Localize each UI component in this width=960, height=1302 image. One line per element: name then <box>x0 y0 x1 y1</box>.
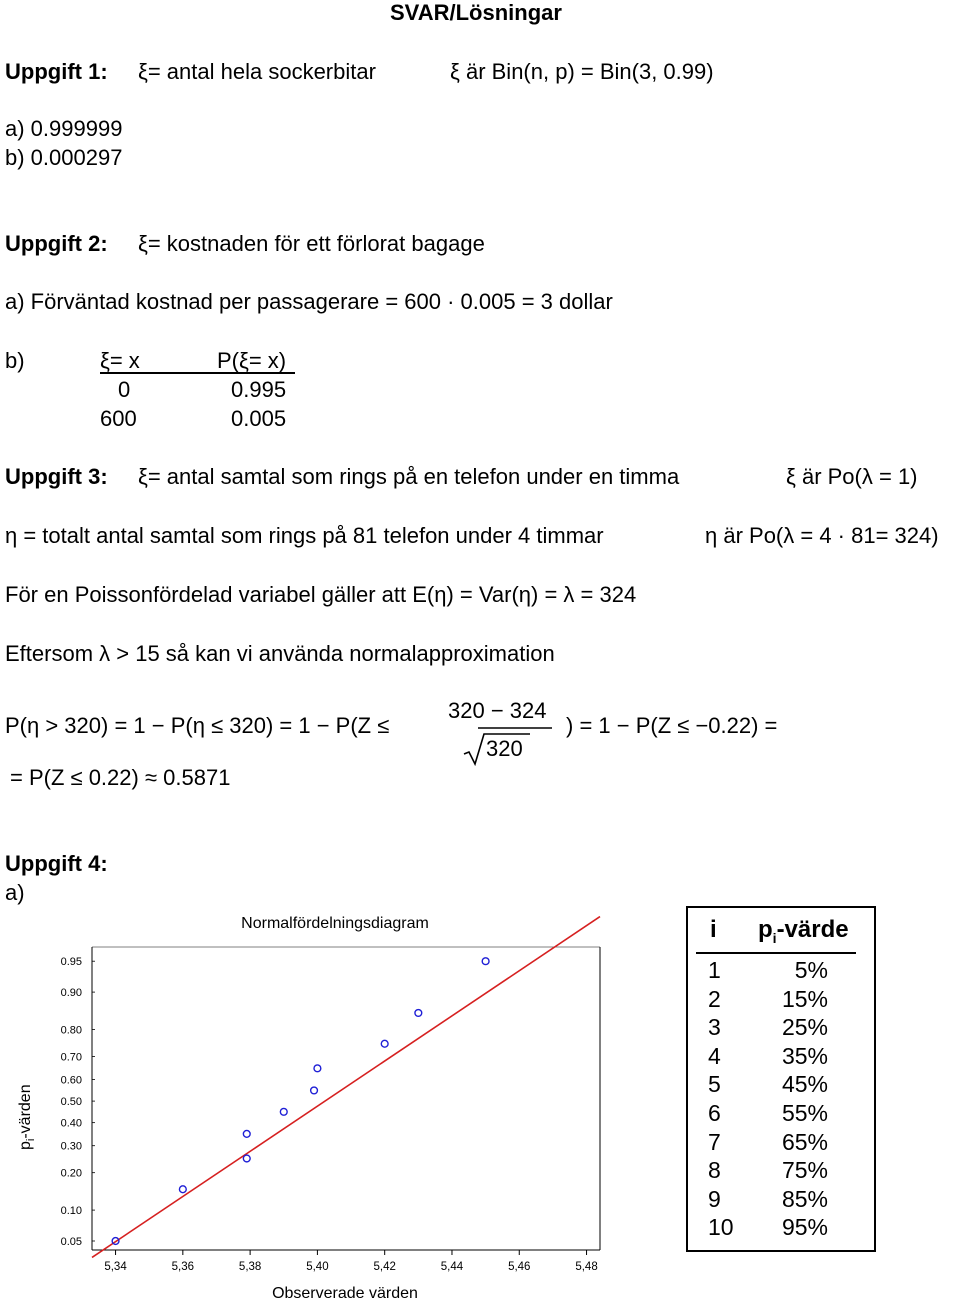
data-points <box>112 958 489 1245</box>
pi-value-table <box>686 906 876 1252</box>
uppgift-2-b-label: b) <box>5 348 25 373</box>
uppgift-4-label: Uppgift 4: <box>5 851 108 876</box>
uppgift-2-answer-a: a) Förväntad kostnad per passagerare = 600 · 0.005 = 3 dollar <box>5 289 613 314</box>
pi-table-header <box>688 916 874 948</box>
row-index: 10 <box>708 1214 734 1241</box>
uppgift-2-label: Uppgift 2: <box>5 231 108 256</box>
calculation-line-2: = P(Z ≤ 0.22) ≈ 0.5871 <box>10 765 231 790</box>
table-cell-x: 0 <box>118 377 131 402</box>
y-tick-label: 0.80 <box>60 1024 82 1037</box>
uppgift-1-distribution: ξ är Bin(n, p) = Bin(3, 0.99) <box>450 59 714 84</box>
uppgift-4-part-a: a) <box>5 880 25 905</box>
page-title: SVAR/Lösningar <box>390 0 562 25</box>
calculation-left: P(η > 320) = 1 − P(η ≤ 320) = 1 − P(Z ≤ <box>5 713 390 738</box>
row-p-value: 95% <box>781 1214 828 1241</box>
x-tick-label: 5,48 <box>575 1261 598 1273</box>
fraction-bar-and-sqrt-icon <box>440 726 560 766</box>
data-point <box>482 958 489 965</box>
y-tick-label: 0.40 <box>60 1117 82 1130</box>
table-row <box>688 1185 874 1213</box>
header-divider <box>696 952 856 954</box>
uppgift-3-xi-distribution: ξ är Po(λ = 1) <box>786 464 918 489</box>
x-tick-label: 5,46 <box>508 1261 531 1273</box>
column-header-x: ξ= x <box>100 348 140 373</box>
table-row <box>688 1099 874 1127</box>
table-row <box>688 1070 874 1098</box>
uppgift-1-answer-a: a) 0.999999 <box>5 116 123 141</box>
x-axis-label: Observerade värden <box>272 1285 418 1302</box>
row-index: 1 <box>708 957 721 983</box>
row-index: 4 <box>708 1042 721 1069</box>
row-p-value: 35% <box>781 1042 828 1069</box>
row-p-value: 85% <box>781 1185 828 1212</box>
uppgift-3-xi-definition: ξ= antal samtal som rings på en telefon under en timma <box>138 464 680 489</box>
data-point <box>243 1130 250 1137</box>
uppgift-3-approximation-line: Eftersom λ > 15 så kan vi använda normalapproximation <box>5 641 555 666</box>
data-point <box>314 1065 321 1072</box>
y-tick-label: 0.50 <box>60 1096 82 1109</box>
x-tick-label: 5,34 <box>104 1261 127 1273</box>
y-axis-ticks <box>61 956 95 1248</box>
table-row <box>688 956 874 984</box>
uppgift-3-eta-distribution: η är Po(λ = 4 · 81= 324) <box>705 523 939 548</box>
fraction-denominator: 320 <box>486 736 523 761</box>
y-tick-label: 0.30 <box>60 1140 82 1153</box>
data-point <box>415 1010 422 1017</box>
x-tick-label: 5,40 <box>306 1261 329 1273</box>
uppgift-3-label: Uppgift 3: <box>5 464 108 489</box>
x-tick-label: 5,38 <box>238 1261 262 1273</box>
row-p-value: 15% <box>781 985 828 1012</box>
x-axis-ticks <box>104 1250 597 1273</box>
y-tick-label: 0.90 <box>60 987 82 1000</box>
header-i: i <box>710 916 717 943</box>
uppgift-1-label: Uppgift 1: <box>5 59 108 84</box>
row-p-value: 5% <box>794 957 828 983</box>
row-index: 9 <box>708 1185 721 1212</box>
fit-line-group <box>92 917 600 1258</box>
table-cell-x: 600 <box>100 406 137 431</box>
data-point <box>311 1087 318 1094</box>
row-p-value: 45% <box>781 1071 828 1098</box>
row-index: 2 <box>708 985 721 1012</box>
normal-probability-plot <box>0 900 660 1302</box>
fraction-numerator: 320 − 324 <box>448 698 547 723</box>
y-tick-label: 0.20 <box>60 1167 82 1180</box>
table-row <box>688 1013 874 1041</box>
table-row <box>688 1213 874 1241</box>
row-p-value: 25% <box>781 1014 828 1041</box>
row-p-value: 55% <box>781 1100 828 1126</box>
header-p: $p_i$-värde <box>758 916 849 946</box>
row-index: 7 <box>708 1128 721 1155</box>
x-tick-label: 5,44 <box>440 1261 464 1273</box>
uppgift-3-eta-definition: η = totalt antal samtal som rings på 81 telefon under 4 timmar <box>5 523 604 548</box>
uppgift-3-expectation-line: För en Poissonfördelad variabel gäller att E(η) = Var(η) = λ = 324 <box>5 582 637 607</box>
y-tick-label: 0.10 <box>60 1205 82 1218</box>
uppgift-2-xi-definition: ξ= kostnaden för ett förlorat bagage <box>138 231 485 256</box>
row-index: 5 <box>708 1071 721 1098</box>
chart-title: Normalfördelningsdiagram <box>241 915 429 932</box>
y-axis-label: $p_i$-värden <box>17 1084 38 1150</box>
plot-frame <box>92 947 600 1250</box>
data-point <box>280 1108 287 1115</box>
x-tick-label: 5,36 <box>171 1261 195 1273</box>
data-point <box>381 1040 388 1047</box>
table-cell-p: 0.995 <box>231 377 287 402</box>
fit-line <box>92 917 600 1258</box>
y-tick-label: 0.05 <box>60 1235 82 1248</box>
y-tick-label: 0.95 <box>60 956 82 969</box>
data-point <box>179 1186 186 1193</box>
row-p-value: 75% <box>781 1157 828 1184</box>
table-row <box>688 985 874 1013</box>
x-tick-label: 5,42 <box>373 1261 396 1273</box>
y-tick-label: 0.60 <box>60 1074 82 1087</box>
row-index: 3 <box>708 1014 721 1041</box>
distribution-table-header <box>100 348 295 374</box>
calculation-right: ) = 1 − P(Z ≤ −0.22) = <box>566 713 778 738</box>
row-index: 8 <box>708 1157 721 1184</box>
column-header-p: P(ξ= x) <box>217 348 287 373</box>
table-row <box>688 1156 874 1184</box>
uppgift-1-xi-definition: ξ= antal hela sockerbitar <box>138 59 376 84</box>
row-index: 6 <box>708 1100 721 1126</box>
y-tick-label: 0.70 <box>60 1051 82 1064</box>
table-row <box>688 1128 874 1156</box>
table-row <box>688 1042 874 1070</box>
data-point <box>243 1155 250 1162</box>
row-p-value: 65% <box>781 1128 828 1155</box>
uppgift-1-answer-b: b) 0.000297 <box>5 145 123 170</box>
table-cell-p: 0.005 <box>231 406 287 431</box>
